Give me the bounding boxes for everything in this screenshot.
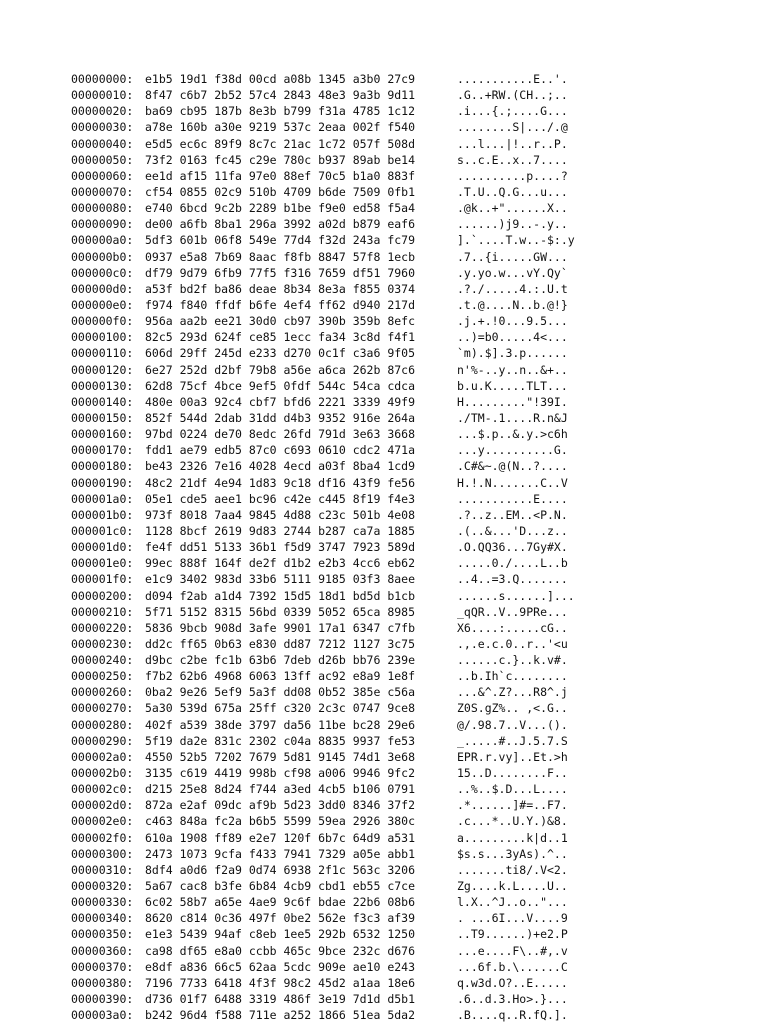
- offset-label: 00000320:: [71, 879, 134, 894]
- ascii-preview: 15..D........F..: [457, 766, 568, 781]
- offset-label: 000001b0:: [71, 507, 134, 522]
- ascii-preview: ...$.p..&.y.>c6h: [457, 427, 568, 442]
- hexdump-line: [71, 442, 597, 458]
- offset-label: 00000350:: [71, 927, 134, 942]
- hex-bytes: 0ba2 9e26 5ef9 5a3f dd08 0b52 385e c56a: [145, 685, 416, 700]
- offset-label: 00000060:: [71, 168, 134, 183]
- ascii-preview: H.!.N.......C..V: [457, 475, 568, 490]
- hex-bytes: 5f71 5152 8315 56bd 0339 5052 65ca 8985: [145, 604, 416, 619]
- offset-label: 00000330:: [71, 895, 134, 910]
- offset-label: 000002f0:: [71, 830, 134, 845]
- ascii-preview: .?./.....4.:.U.t: [457, 281, 568, 296]
- ascii-preview: b.u.K.....TLT...: [457, 378, 568, 393]
- hexdump-line: [71, 523, 597, 539]
- hexdump-line: [71, 813, 597, 829]
- hexdump-line: [71, 846, 597, 862]
- hex-bytes: d215 25e8 8d24 f744 a3ed 4cb5 b106 0791: [145, 782, 416, 797]
- hex-bytes: 97bd 0224 de70 8edc 26fd 791d 3e63 3668: [145, 427, 416, 442]
- offset-label: 000002d0:: [71, 798, 134, 813]
- ascii-preview: .G..+RW.(CH..;..: [457, 88, 568, 103]
- hex-bytes: e8df a836 66c5 62aa 5cdc 909e ae10 e243: [145, 959, 416, 974]
- hex-bytes: ee1d af15 11fa 97e0 88ef 70c5 b1a0 883f: [145, 168, 416, 183]
- hex-bytes: 0937 e5a8 7b69 8aac f8fb 8847 57f8 1ecb: [145, 249, 416, 264]
- hex-bytes: d094 f2ab a1d4 7392 15d5 18d1 bd5d b1cb: [145, 588, 416, 603]
- offset-label: 00000390:: [71, 992, 134, 1007]
- hexdump-line: [71, 765, 597, 781]
- ascii-preview: .c...*..U.Y.)&8.: [457, 814, 568, 829]
- offset-label: 00000040:: [71, 136, 134, 151]
- ascii-preview: _qQR..V..9PRe...: [457, 604, 568, 619]
- hex-bytes: 872a e2af 09dc af9b 5d23 3dd0 8346 37f2: [145, 798, 416, 813]
- hexdump-line: [71, 975, 597, 991]
- offset-label: 00000190:: [71, 475, 134, 490]
- ascii-preview: ......)j9..-.y..: [457, 217, 568, 232]
- offset-label: 00000110:: [71, 346, 134, 361]
- offset-label: 00000170:: [71, 443, 134, 458]
- ascii-preview: .B....q..R.fQ.].: [457, 1008, 568, 1023]
- hexdump-line: [71, 555, 597, 571]
- hexdump-line: [71, 265, 597, 281]
- offset-label: 00000180:: [71, 459, 134, 474]
- hex-bytes: 852f 544d 2dab 31dd d4b3 9352 916e 264a: [145, 410, 416, 425]
- hexdump-line: [71, 491, 597, 507]
- hex-bytes: e740 6bcd 9c2b 2289 b1be f9e0 ed58 f5a4: [145, 201, 416, 216]
- offset-label: 00000360:: [71, 943, 134, 958]
- hexdump-line: [71, 507, 597, 523]
- hex-bytes: 606d 29ff 245d e233 d270 0c1f c3a6 9f05: [145, 346, 416, 361]
- offset-label: 00000150:: [71, 410, 134, 425]
- ascii-preview: .6..d.3.Ho>.}...: [457, 992, 568, 1007]
- offset-label: 00000240:: [71, 653, 134, 668]
- hex-bytes: 62d8 75cf 4bce 9ef5 0fdf 544c 54ca cdca: [145, 378, 416, 393]
- hex-bytes: 99ec 888f 164f de2f d1b2 e2b3 4cc6 eb62: [145, 556, 416, 571]
- hex-bytes: 8620 c814 0c36 497f 0be2 562e f3c3 af39: [145, 911, 416, 926]
- hexdump-line: [71, 136, 597, 152]
- hexdump-line: [71, 200, 597, 216]
- ascii-preview: ..%..$.D...L....: [457, 782, 568, 797]
- ascii-preview: n'%-..y..n..&+..: [457, 362, 568, 377]
- offset-label: 00000080:: [71, 201, 134, 216]
- hexdump-line: [71, 684, 597, 700]
- ascii-preview: .y.yo.w...vY.Qy`: [457, 265, 568, 280]
- ascii-preview: .j.+.!0...9.5...: [457, 314, 568, 329]
- ascii-preview: .7..{i.....GW...: [457, 249, 568, 264]
- hexdump-line: [71, 733, 597, 749]
- hex-bytes: 5836 9bcb 908d 3afe 9901 17a1 6347 c7fb: [145, 620, 416, 635]
- hex-bytes: 6e27 252d d2bf 79b8 a56e a6ca 262b 87c6: [145, 362, 416, 377]
- hex-bytes: ca98 df65 e8a0 ccbb 465c 9bce 232c d676: [145, 943, 416, 958]
- hexdump-line: [71, 378, 597, 394]
- hex-bytes: 956a aa2b ee21 30d0 cb97 390b 359b 8efc: [145, 314, 416, 329]
- hex-bytes: 48c2 21df 4e94 1d83 9c18 df16 43f9 fe56: [145, 475, 416, 490]
- offset-label: 000003a0:: [71, 1008, 134, 1023]
- offset-label: 00000220:: [71, 620, 134, 635]
- hexdump-line: [71, 329, 597, 345]
- hexdump-line: [71, 71, 597, 87]
- ascii-preview: Zg....k.L....U..: [457, 879, 568, 894]
- hexdump-line: [71, 910, 597, 926]
- ascii-preview: Z0S.gZ%.. ,<.G..: [457, 701, 568, 716]
- hexdump-line: [71, 636, 597, 652]
- offset-label: 00000260:: [71, 685, 134, 700]
- offset-label: 00000020:: [71, 104, 134, 119]
- hex-bytes: fdd1 ae79 edb5 87c0 c693 0610 cdc2 471a: [145, 443, 416, 458]
- ascii-preview: .t.@....N..b.@!}: [457, 297, 568, 312]
- offset-label: 00000310:: [71, 862, 134, 877]
- hex-bytes: e1c9 3402 983d 33b6 5111 9185 03f3 8aee: [145, 572, 416, 587]
- hexdump-line: [71, 539, 597, 555]
- ascii-preview: .C#&~.@(N..?....: [457, 459, 568, 474]
- ascii-preview: H........."!39I.: [457, 394, 568, 409]
- hex-bytes: dd2c ff65 0b63 e830 dd87 7212 1127 3c75: [145, 636, 416, 651]
- hexdump-line: [71, 830, 597, 846]
- ascii-preview: a.........k|d..1: [457, 830, 568, 845]
- hexdump-line: [71, 862, 597, 878]
- hexdump-line: [71, 620, 597, 636]
- hex-bytes: a78e 160b a30e 9219 537c 2eaa 002f f540: [145, 120, 416, 135]
- offset-label: 000000f0:: [71, 314, 134, 329]
- ascii-preview: ...6f.b.\......C: [457, 959, 568, 974]
- ascii-preview: .......ti8/.V<2.: [457, 862, 568, 877]
- hex-bytes: 4550 52b5 7202 7679 5d81 9145 74d1 3e68: [145, 749, 416, 764]
- hexdump-line: [71, 959, 597, 975]
- hex-bytes: ba69 cb95 187b 8e3b b799 f31a 4785 1c12: [145, 104, 416, 119]
- hex-bytes: c463 848a fc2a b6b5 5599 59ea 2926 380c: [145, 814, 416, 829]
- hexdump-line: [71, 991, 597, 1007]
- ascii-preview: l.X..^J..o.."...: [457, 895, 568, 910]
- hexdump-line: [71, 119, 597, 135]
- hexdump-line: [71, 571, 597, 587]
- hexdump-line: [71, 184, 597, 200]
- ascii-preview: ..)=b0.....4<...: [457, 330, 568, 345]
- ascii-preview: .i...{.;....G...: [457, 104, 568, 119]
- ascii-preview: ...&^.Z?...R8^.j: [457, 685, 568, 700]
- offset-label: 00000010:: [71, 88, 134, 103]
- offset-label: 000001d0:: [71, 540, 134, 555]
- ascii-preview: ].`....T.w..-$:.y: [457, 233, 575, 248]
- ascii-preview: ......s......]...: [457, 588, 575, 603]
- hex-bytes: 2473 1073 9cfa f433 7941 7329 a05e abb1: [145, 846, 416, 861]
- hexdump-line: [71, 926, 597, 942]
- hexdump-line: [71, 410, 597, 426]
- hex-bytes: 5f19 da2e 831c 2302 c04a 8835 9937 fe53: [145, 733, 416, 748]
- hex-bytes: a53f bd2f ba86 deae 8b34 8e3a f855 0374: [145, 281, 416, 296]
- hexdump-line: [71, 249, 597, 265]
- hex-bytes: 480e 00a3 92c4 cbf7 bfd6 2221 3339 49f9: [145, 394, 416, 409]
- hexdump-line: [71, 394, 597, 410]
- offset-label: 000002e0:: [71, 814, 134, 829]
- hex-bytes: 1128 8bcf 2619 9d83 2744 b287 ca7a 1885: [145, 523, 416, 538]
- hexdump-line: [71, 717, 597, 733]
- ascii-preview: .@k..+"......X..: [457, 201, 568, 216]
- offset-label: 00000210:: [71, 604, 134, 619]
- offset-label: 000001f0:: [71, 572, 134, 587]
- offset-label: 00000300:: [71, 846, 134, 861]
- offset-label: 000002c0:: [71, 782, 134, 797]
- ascii-preview: .....0./....L..b: [457, 556, 568, 571]
- hex-bytes: 5df3 601b 06f8 549e 77d4 f32d 243a fc79: [145, 233, 416, 248]
- hexdump-line: [71, 152, 597, 168]
- hex-bytes: fe4f dd51 5133 36b1 f5d9 3747 7923 589d: [145, 540, 416, 555]
- hex-bytes: 82c5 293d 624f ce85 1ecc fa34 3c8d f4f1: [145, 330, 416, 345]
- hex-bytes: f7b2 62b6 4968 6063 13ff ac92 e8a9 1e8f: [145, 669, 416, 684]
- hexdump-line: [71, 216, 597, 232]
- offset-label: 00000050:: [71, 152, 134, 167]
- ascii-preview: .(..&...'D...z..: [457, 523, 568, 538]
- offset-label: 00000370:: [71, 959, 134, 974]
- hex-bytes: 8df4 a0d6 f2a9 0d74 6938 2f1c 563c 3206: [145, 862, 416, 877]
- ascii-preview: .,.e.c.0..r..'<u: [457, 636, 568, 651]
- hexdump-line: [71, 749, 597, 765]
- ascii-preview: ......c.}..k.v#.: [457, 653, 568, 668]
- hexdump-line: [71, 458, 597, 474]
- hex-bytes: 402f a539 38de 3797 da56 11be bc28 29e6: [145, 717, 416, 732]
- ascii-preview: .*......]#=..F7.: [457, 798, 568, 813]
- hexdump-line: [71, 797, 597, 813]
- hexdump-line: [71, 652, 597, 668]
- hexdump-line: [71, 313, 597, 329]
- ascii-preview: s..c.E..x..7....: [457, 152, 568, 167]
- hex-bytes: e1b5 19d1 f38d 00cd a08b 1345 a3b0 27c9: [145, 72, 416, 86]
- offset-label: 000001e0:: [71, 556, 134, 571]
- offset-label: 00000280:: [71, 717, 134, 732]
- offset-label: 00000290:: [71, 733, 134, 748]
- offset-label: 00000090:: [71, 217, 134, 232]
- ascii-preview: ........S|.../.@: [457, 120, 568, 135]
- offset-label: 000000b0:: [71, 249, 134, 264]
- hexdump-line: [71, 362, 597, 378]
- hex-bytes: be43 2326 7e16 4028 4ecd a03f 8ba4 1cd9: [145, 459, 416, 474]
- hexdump-listing: [71, 71, 597, 1023]
- ascii-preview: ..4..=3.Q.......: [457, 572, 568, 587]
- hexdump-line: [71, 1007, 597, 1023]
- hex-bytes: 6c02 58b7 a65e 4ae9 9c6f bdae 22b6 08b6: [145, 895, 416, 910]
- hexdump-line: [71, 87, 597, 103]
- ascii-preview: ./TM-.1....R.n&J: [457, 410, 568, 425]
- offset-label: 000000e0:: [71, 297, 134, 312]
- offset-label: 00000030:: [71, 120, 134, 135]
- offset-label: 00000230:: [71, 636, 134, 651]
- ascii-preview: . ...6I...V....9: [457, 911, 568, 926]
- hexdump-line: [71, 426, 597, 442]
- offset-label: 000002b0:: [71, 766, 134, 781]
- offset-label: 00000380:: [71, 975, 134, 990]
- offset-label: 00000140:: [71, 394, 134, 409]
- hex-bytes: df79 9d79 6fb9 77f5 f316 7659 df51 7960: [145, 265, 416, 280]
- hexdump-line: [71, 894, 597, 910]
- hex-bytes: 3135 c619 4419 998b cf98 a006 9946 9fc2: [145, 766, 416, 781]
- hexdump-line: [71, 781, 597, 797]
- hexdump-line: [71, 103, 597, 119]
- offset-label: 000001a0:: [71, 491, 134, 506]
- hex-bytes: 973f 8018 7aa4 9845 4d88 c23c 501b 4e08: [145, 507, 416, 522]
- ascii-preview: @/.98.7..V...().: [457, 717, 568, 732]
- hex-bytes: 610a 1908 ff89 e2e7 120f 6b7c 64d9 a531: [145, 830, 416, 845]
- hexdump-line: [71, 345, 597, 361]
- ascii-preview: `m).$].3.p......: [457, 346, 568, 361]
- hex-bytes: 5a67 cac8 b3fe 6b84 4cb9 cbd1 eb55 c7ce: [145, 879, 416, 894]
- hexdump-line: [71, 281, 597, 297]
- hexdump-line: [71, 700, 597, 716]
- offset-label: 000000c0:: [71, 265, 134, 280]
- hex-bytes: b242 96d4 f588 711e a252 1866 51ea 5da2: [145, 1008, 416, 1023]
- offset-label: 00000200:: [71, 588, 134, 603]
- offset-label: 000000d0:: [71, 281, 134, 296]
- offset-label: 000002a0:: [71, 749, 134, 764]
- ascii-preview: .?..z..EM..<P.N.: [457, 507, 568, 522]
- ascii-preview: ..b.Ih`c........: [457, 669, 568, 684]
- ascii-preview: ...e....F\..#,.v: [457, 943, 568, 958]
- hexdump-line: [71, 878, 597, 894]
- hex-bytes: e1e3 5439 94af c8eb 1ee5 292b 6532 1250: [145, 927, 416, 942]
- hex-bytes: 5a30 539d 675a 25ff c320 2c3c 0747 9ce8: [145, 701, 416, 716]
- ascii-preview: ...l...|!..r..P.: [457, 136, 568, 151]
- offset-label: 00000270:: [71, 701, 134, 716]
- hexdump-line: [71, 232, 597, 248]
- ascii-preview: .T.U..Q.G...u...: [457, 184, 568, 199]
- ascii-preview: q.w3d.O?..E.....: [457, 975, 568, 990]
- hex-bytes: 7196 7733 6418 4f3f 98c2 45d2 a1aa 18e6: [145, 975, 416, 990]
- ascii-preview: ...........E....: [457, 491, 568, 506]
- offset-label: 00000100:: [71, 330, 134, 345]
- hexdump-line: [71, 588, 597, 604]
- hex-bytes: 05e1 cde5 aee1 bc96 c42e c445 8f19 f4e3: [145, 491, 416, 506]
- ascii-preview: X6....:.....cG..: [457, 620, 568, 635]
- offset-label: 000001c0:: [71, 523, 134, 538]
- hex-bytes: f974 f840 ffdf b6fe 4ef4 ff62 d940 217d: [145, 297, 416, 312]
- offset-label: 00000250:: [71, 669, 134, 684]
- offset-label: 00000120:: [71, 362, 134, 377]
- offset-label: 00000130:: [71, 378, 134, 393]
- hex-bytes: 73f2 0163 fc45 c29e 780c b937 89ab be14: [145, 152, 416, 167]
- offset-label: 00000070:: [71, 184, 134, 199]
- hex-bytes: de00 a6fb 8ba1 296a 3992 a02d b879 eaf6: [145, 217, 416, 232]
- hexdump-line: [71, 668, 597, 684]
- ascii-preview: _.....#..J.5.7.S: [457, 733, 568, 748]
- offset-label: 00000340:: [71, 911, 134, 926]
- hexdump-line: [71, 168, 597, 184]
- ascii-preview: ...........E..'.: [457, 72, 568, 86]
- hex-bytes: d736 01f7 6488 3319 486f 3e19 7d1d d5b1: [145, 992, 416, 1007]
- hex-bytes: 8f47 c6b7 2b52 57c4 2843 48e3 9a3b 9d11: [145, 88, 416, 103]
- hex-bytes: e5d5 ec6c 89f9 8c7c 21ac 1c72 057f 508d: [145, 136, 416, 151]
- hex-bytes: d9bc c2be fc1b 63b6 7deb d26b bb76 239e: [145, 653, 416, 668]
- ascii-preview: ..........p....?: [457, 168, 568, 183]
- hexdump-line: [71, 475, 597, 491]
- ascii-preview: EPR.r.vy]..Et.>h: [457, 749, 568, 764]
- hexdump-line: [71, 604, 597, 620]
- ascii-preview: $s.s...3yAs).^..: [457, 846, 568, 861]
- hexdump-line: [71, 943, 597, 959]
- ascii-preview: .O.QQ36...7Gy#X.: [457, 540, 568, 555]
- offset-label: 00000160:: [71, 427, 134, 442]
- ascii-preview: ..T9......)+e2.P: [457, 927, 568, 942]
- offset-label: 00000000:: [71, 72, 134, 86]
- hex-bytes: cf54 0855 02c9 510b 4709 b6de 7509 0fb1: [145, 184, 416, 199]
- offset-label: 000000a0:: [71, 233, 134, 248]
- hexdump-line: [71, 297, 597, 313]
- ascii-preview: ...y..........G.: [457, 443, 568, 458]
